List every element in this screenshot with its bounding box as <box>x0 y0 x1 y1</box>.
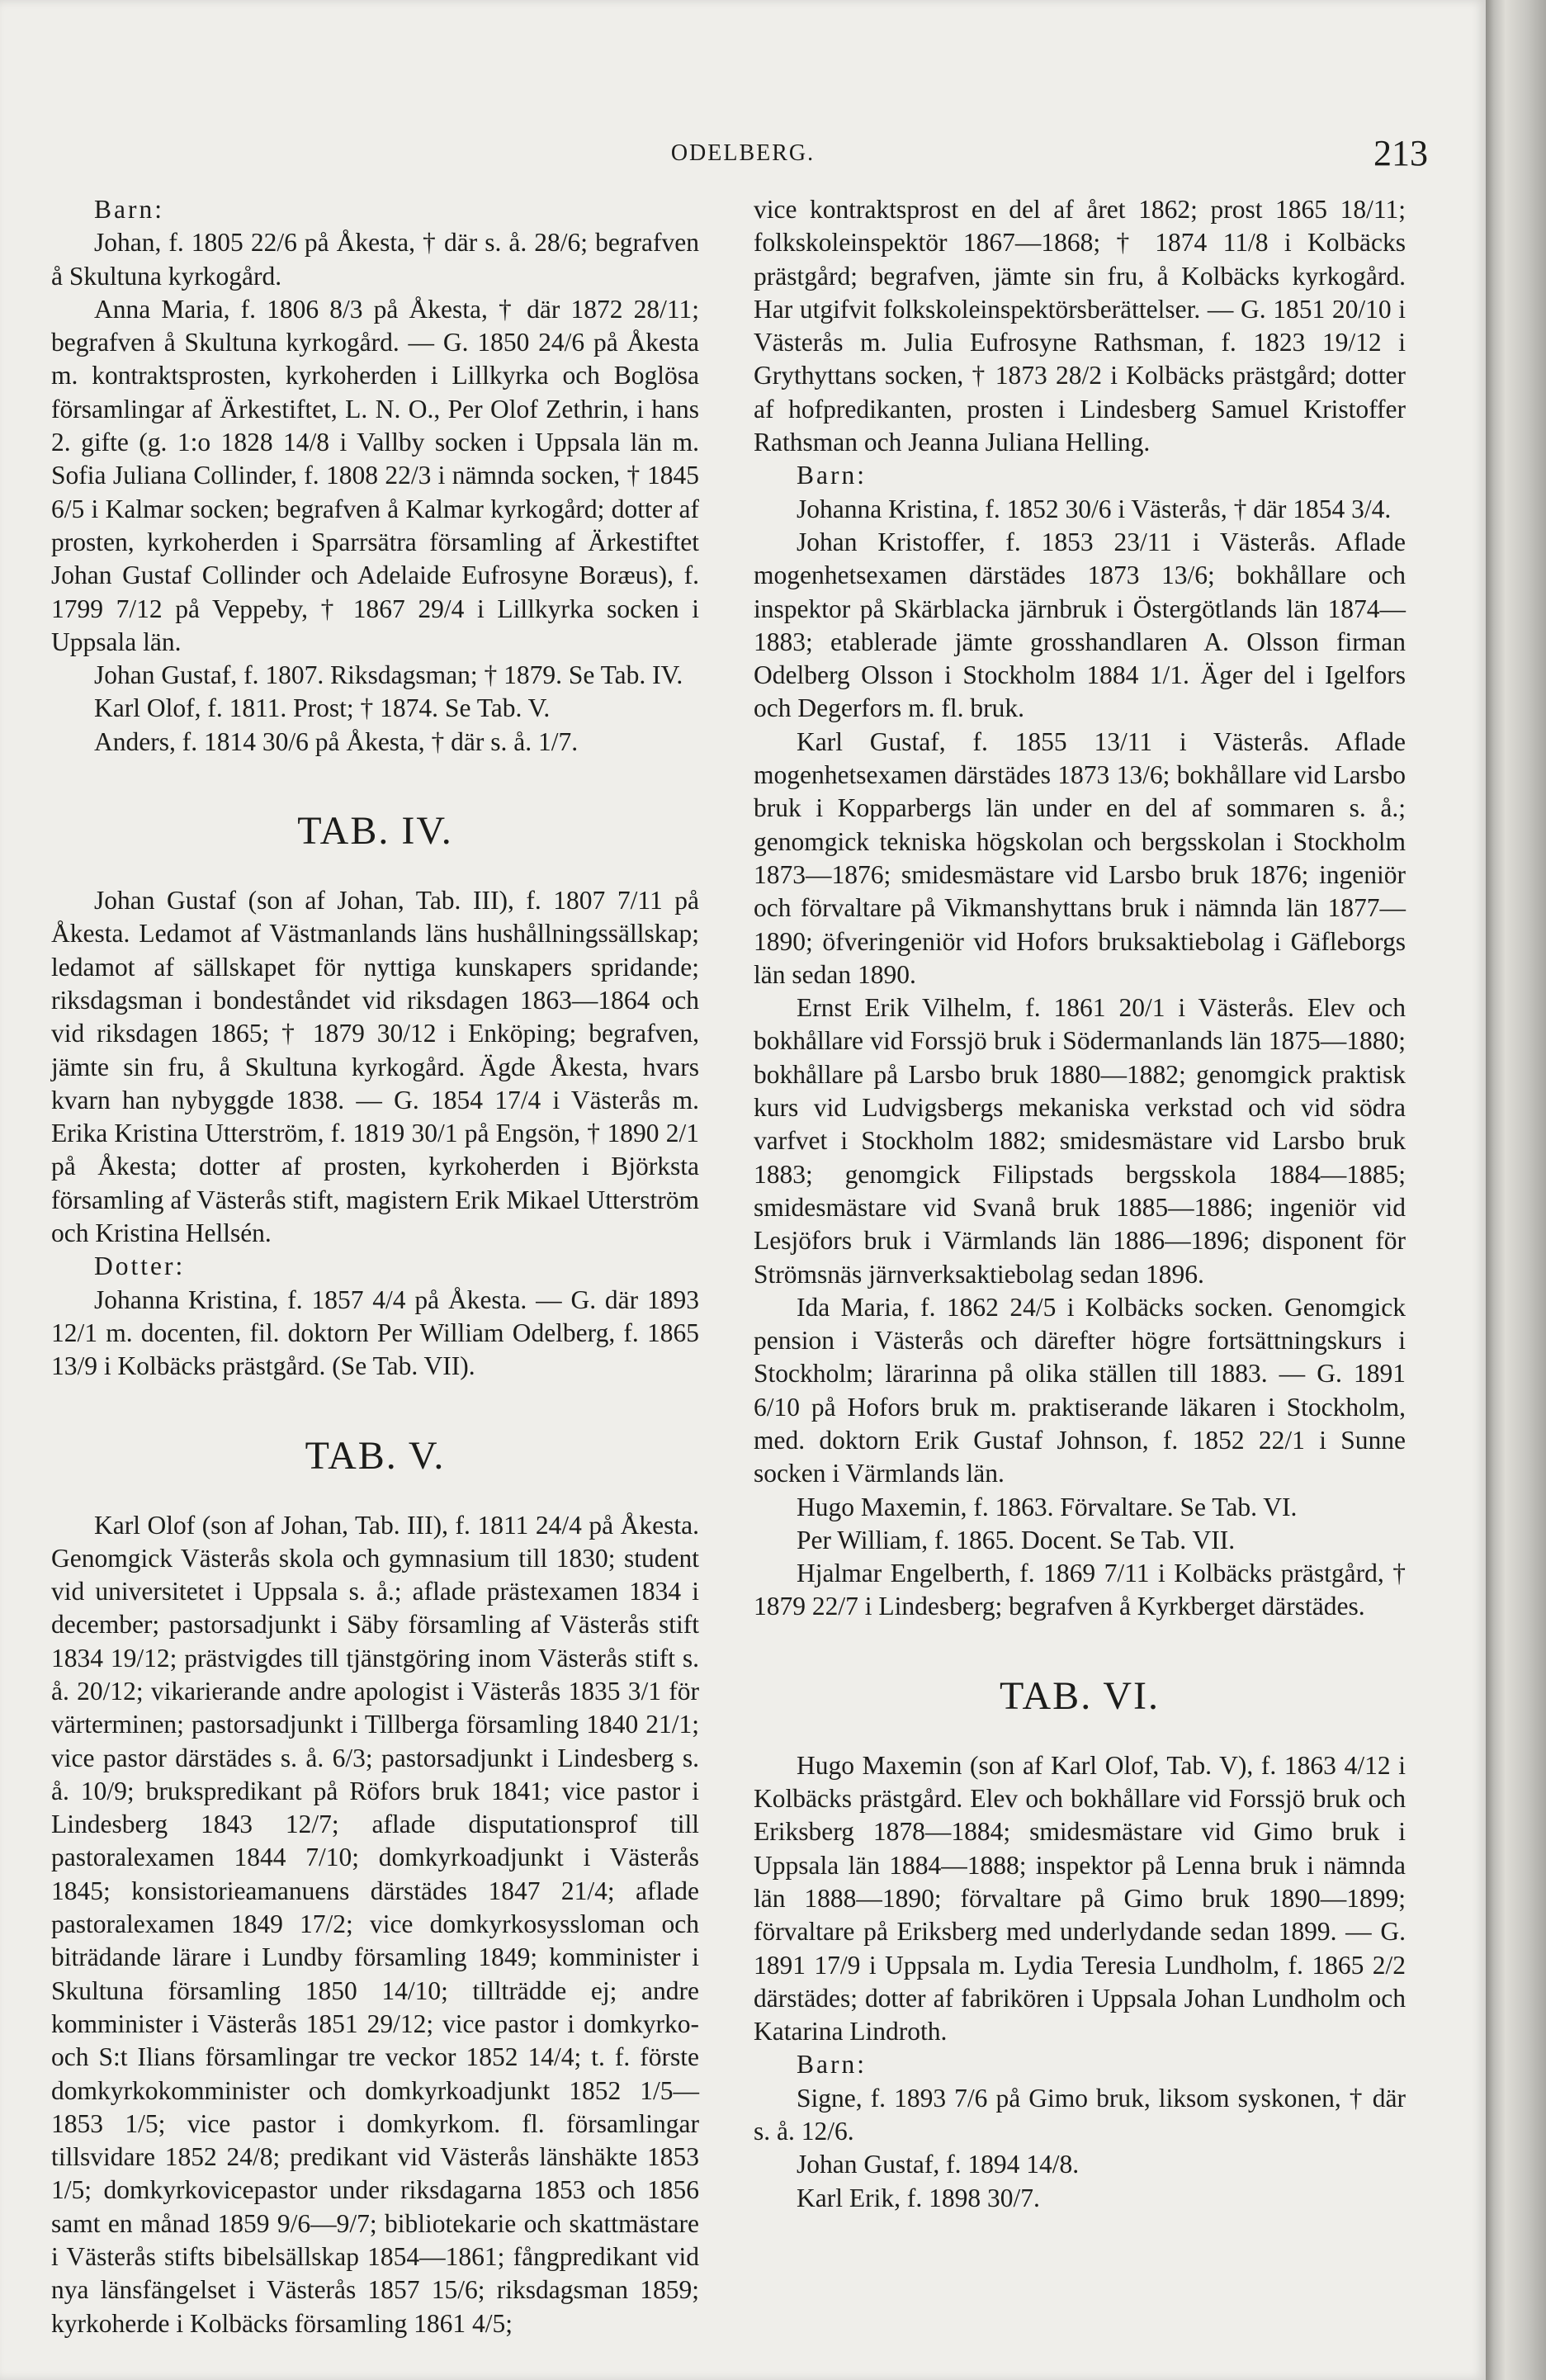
section-label: Barn: <box>797 2050 867 2080</box>
section-label: Dotter: <box>94 1252 186 1281</box>
entry-paragraph: Johan Gustaf, f. 1807. Riksdagsman; † 1879. Se Tab. IV. <box>94 660 683 690</box>
table-heading: TAB. VI. <box>1000 1673 1160 1718</box>
entry-paragraph: Johan Kristoffer, f. 1853 23/11 i Västerås. Aflade mogenhetsexamen därstädes 1873 13/6; bokhållare och inspektor på Skärblacka järnbruk i Östergötlands län 1874—1883; etablerade jämte grosshandlaren A. Olsson firman Odelberg Olsson i Stockholm 1884 1/1. Äger del i Igelfors och Degerfors m. fl. bruk. <box>754 527 1406 723</box>
entry-paragraph: Per William, f. 1865. Docent. Se Tab. VII. <box>797 1525 1236 1554</box>
table-heading: TAB. V. <box>305 1433 446 1478</box>
running-head: ODELBERG. <box>670 140 816 166</box>
entry-paragraph: Ida Maria, f. 1862 24/5 i Kolbäcks socken. Genomgick pension i Västerås och därefter högre fortsättningskurs i Stockholm; lärarinna på olika ställen till 1883. — G. 1891 6/10 på Hofors bruk m. praktiserande läkaren i Stockholm, med. doktorn Erik Gustaf Johnson, f. 1852 22/1 i Sunne socken i Värmlands län. <box>754 1292 1406 1488</box>
entry-paragraph: Karl Gustaf, f. 1855 13/11 i Västerås. Aflade mogenhetsexamen därstädes 1873 13/6; bokhållare vid Larsbo bruk i Kopparbergs län under en del af sommaren s. å.; genomgick tekniska högskolan och bergsskolan i Stockholm 1873—1876; smidesmästare vid Larsbo bruk 1876; ingeniör och förvaltare på Vikmanshyttans bruk i nämnda län 1877—1890; öfveringeniör vid Hofors bruksaktiebolag i Gäfleborgs län sedan 1890. <box>754 726 1406 989</box>
entry-paragraph: Johanna Kristina, f. 1852 30/6 i Västerås, † där 1854 3/4. <box>797 494 1392 523</box>
entry-paragraph: Karl Olof (son af Johan, Tab. III), f. 1811 24/4 på Åkesta. Genomgick Västerås skola och gymnasium till 1830; student vid universitetet i Uppsala s. å.; aflade prästexamen 1834 i december; pastorsadjunkt i Säby församling af Västerås stift 1834 19/12; prästvigdes till tjänstgöring inom Västerås stift s. å. 20/12; vikarierande andre apologist i Västerås 1835 3/1 för värterminen; pastorsadjunkt i Tillberga församling 1840 21/1; vice pastor därstädes s. å. 6/3; pastorsadjunkt i Lindesberg s. å. 10/9; brukspredikant på Röfors bruk 1841; vice pastor i Lindesberg 1843 12/7; aflade disputationsprof till pastoralexamen 1844 7/10; domkyrkoadjunkt i Västerås 1845; konsistorieamanuens därstädes 1847 21/4; aflade pastoralexamen 1849 17/2; vice domkyrkosyssloman och biträdande lärare i Lundby församling 1849; komminister i Skultuna församling 1850 14/10; tillträdde ej; andre komminister i Västerås 1851 29/12; vice pastor i domkyrko- och S:t Ilians församlingar tre veckor 1852 14/4; t. f. förste domkyrkokomminister och domkyrkoadjunkt 1852 1/5—1853 1/5; vice pastor i domkyrkom. fl. församlingar tillsvidare 1852 24/8; predikant vid Västerås länshäkte 1853 1/5; domkyrkovicepastor under riksdagarna 1853 och 1856 samt en månad 1859 9/6—9/7; bibliotekarie och skattmästare i Västerås stifts bibelsällskap 1854—1861; fångpredikant vid nya länsfängelset i Västerås 1857 15/6; riksdagsman 1859; kyrkoherde i Kolbäcks församling 1861 4/5; <box>51 1510 699 2338</box>
entry-paragraph: Johan Gustaf, f. 1894 14/8. <box>797 2150 1080 2179</box>
page-number: 213 <box>1373 133 1428 173</box>
entry-paragraph: Johan, f. 1805 22/6 på Åkesta, † där s. å. 28/6; begrafven å Skultuna kyrkogård. <box>51 228 699 291</box>
entry-paragraph: Johanna Kristina, f. 1857 4/4 på Åkesta. — G. där 1893 12/1 m. docenten, fil. doktorn Per William Odelberg, f. 1865 13/9 i Kolbäcks prästgård. (Se Tab. VII). <box>51 1285 699 1381</box>
page-edge <box>1486 0 1546 2380</box>
right-column <box>754 193 1406 2215</box>
entry-paragraph: Hjalmar Engelberth, f. 1869 7/11 i Kolbäcks prästgård, † 1879 22/7 i Lindesberg; begrafven å Kyrkberget därstädes. <box>754 1559 1406 1621</box>
table-heading: TAB. IV. <box>297 809 453 854</box>
entry-paragraph: Hugo Maxemin, f. 1863. Förvaltare. Se Tab. VI. <box>797 1492 1298 1521</box>
entry-paragraph: Johan Gustaf (son af Johan, Tab. III), f. 1807 7/11 på Åkesta. Ledamot af Västmanlands läns hushållningssällskap; ledamot af sällskapet för nyttiga kunskapers spridande; riksdagsman i bondeståndet vid riksdagen 1863—1864 och vid riksdagen 1865; † 1879 30/12 i Enköping; begrafven, jämte sin fru, å Skultuna kyrkogård. Ägde Åkesta, hvars kvarn han nybyggde 1838. — G. 1854 17/4 i Västerås m. Erika Kristina Utterström, f. 1819 30/1 på Engsön, † 1890 2/1 på Åkesta; dotter af prosten, kyrkoherden i Björksta församling af Västerås stift, magistern Erik Mikael Utterström och Kristina Hellsén. <box>51 886 699 1248</box>
entry-paragraph: Ernst Erik Vilhelm, f. 1861 20/1 i Västerås. Elev och bokhållare vid Forssjö bruk i Södermanlands län 1875—1880; bokhållare på Larsbo bruk 1880—1882; genomgick praktisk kurs vid Ludvigsbergs mekaniska verkstad och vid södra varfvet i Stockholm 1882; smidesmästare vid Larsbo bruk 1883; genomgick Filipstads bergsskola 1884—1885; smidesmästare vid Svanå bruk 1885—1886; ingeniör vid Lesjöfors bruk i Värmlands län 1886—1896; disponent för Strömsnäs järnverksaktiebolag sedan 1896. <box>754 993 1406 1289</box>
left-column <box>51 193 699 2340</box>
entry-paragraph: Anders, f. 1814 30/6 på Åkesta, † där s. å. 1/7. <box>94 726 579 756</box>
entry-paragraph: Karl Erik, f. 1898 30/7. <box>797 2183 1040 2212</box>
entry-paragraph: Signe, f. 1893 7/6 på Gimo bruk, liksom syskonen, † där s. å. 12/6. <box>754 2083 1406 2146</box>
section-label: Barn: <box>94 195 164 224</box>
entry-paragraph: vice kontraktsprost en del af året 1862; prost 1865 18/11; folkskoleinspektör 1867—1868; † 1874 11/8 i Kolbäcks prästgård; begrafven, jämte sin fru, å Kolbäcks kyrkogård. Har utgifvit folkskoleinspektörsberättelser. — G. 1851 20/10 i Västerås m. Julia Eufrosyne Rathsman, f. 1823 19/12 i Grythyttans socken, † 1873 28/2 i Kolbäcks prästgård; dotter af hofpredikanten, prosten i Lindesberg Samuel Kristoffer Rathsman och Jeanna Juliana Helling. <box>754 195 1406 457</box>
entry-paragraph: Anna Maria, f. 1806 8/3 på Åkesta, † där 1872 28/11; begrafven å Skultuna kyrkogård. — G. 1850 24/6 på Åkesta m. kontraktsprosten, kyrkoherden i Lillkyrka och Boglösa församlingar af Ärkestiftet, L. N. O., Per Olof Zethrin, i hans 2. gifte (g. 1:o 1828 14/8 i Vallby socken i Uppsala län m. Sofia Juliana Collinder, f. 1808 22/3 i nämnda socken, † 1845 6/5 i Kalmar socken; begrafven å Kalmar kyrkogård; dotter af prosten, kyrkoherden i Sparrsätra församling af Ärkestiftet Johan Gustaf Collinder och Adelaide Eufrosyne Boræus), f. 1799 7/12 på Veppeby, † 1867 29/4 i Lillkyrka socken i Uppsala län. <box>51 294 699 656</box>
entry-paragraph: Karl Olof, f. 1811. Prost; † 1874. Se Tab. V. <box>94 693 551 723</box>
section-label: Barn: <box>797 461 867 490</box>
page-header <box>58 132 1428 182</box>
entry-paragraph: Hugo Maxemin (son af Karl Olof, Tab. V), f. 1863 4/12 i Kolbäcks prästgård. Elev och bokhållare vid Forssjö bruk och Eriksberg 1878—1884; smidesmästare vid Gimo bruk i Uppsala län 1884—1888; inspektor på Lenna bruk i nämnda län 1888—1890; förvaltare på Gimo bruk 1890—1899; förvaltare på Eriksberg med underlydande sedan 1899. — G. 1891 17/9 i Uppsala m. Lydia Teresia Lundholm, f. 1865 2/2 därstädes; dotter af fabrikören i Uppsala Johan Lundholm och Katarina Lindroth. <box>754 1750 1406 2046</box>
